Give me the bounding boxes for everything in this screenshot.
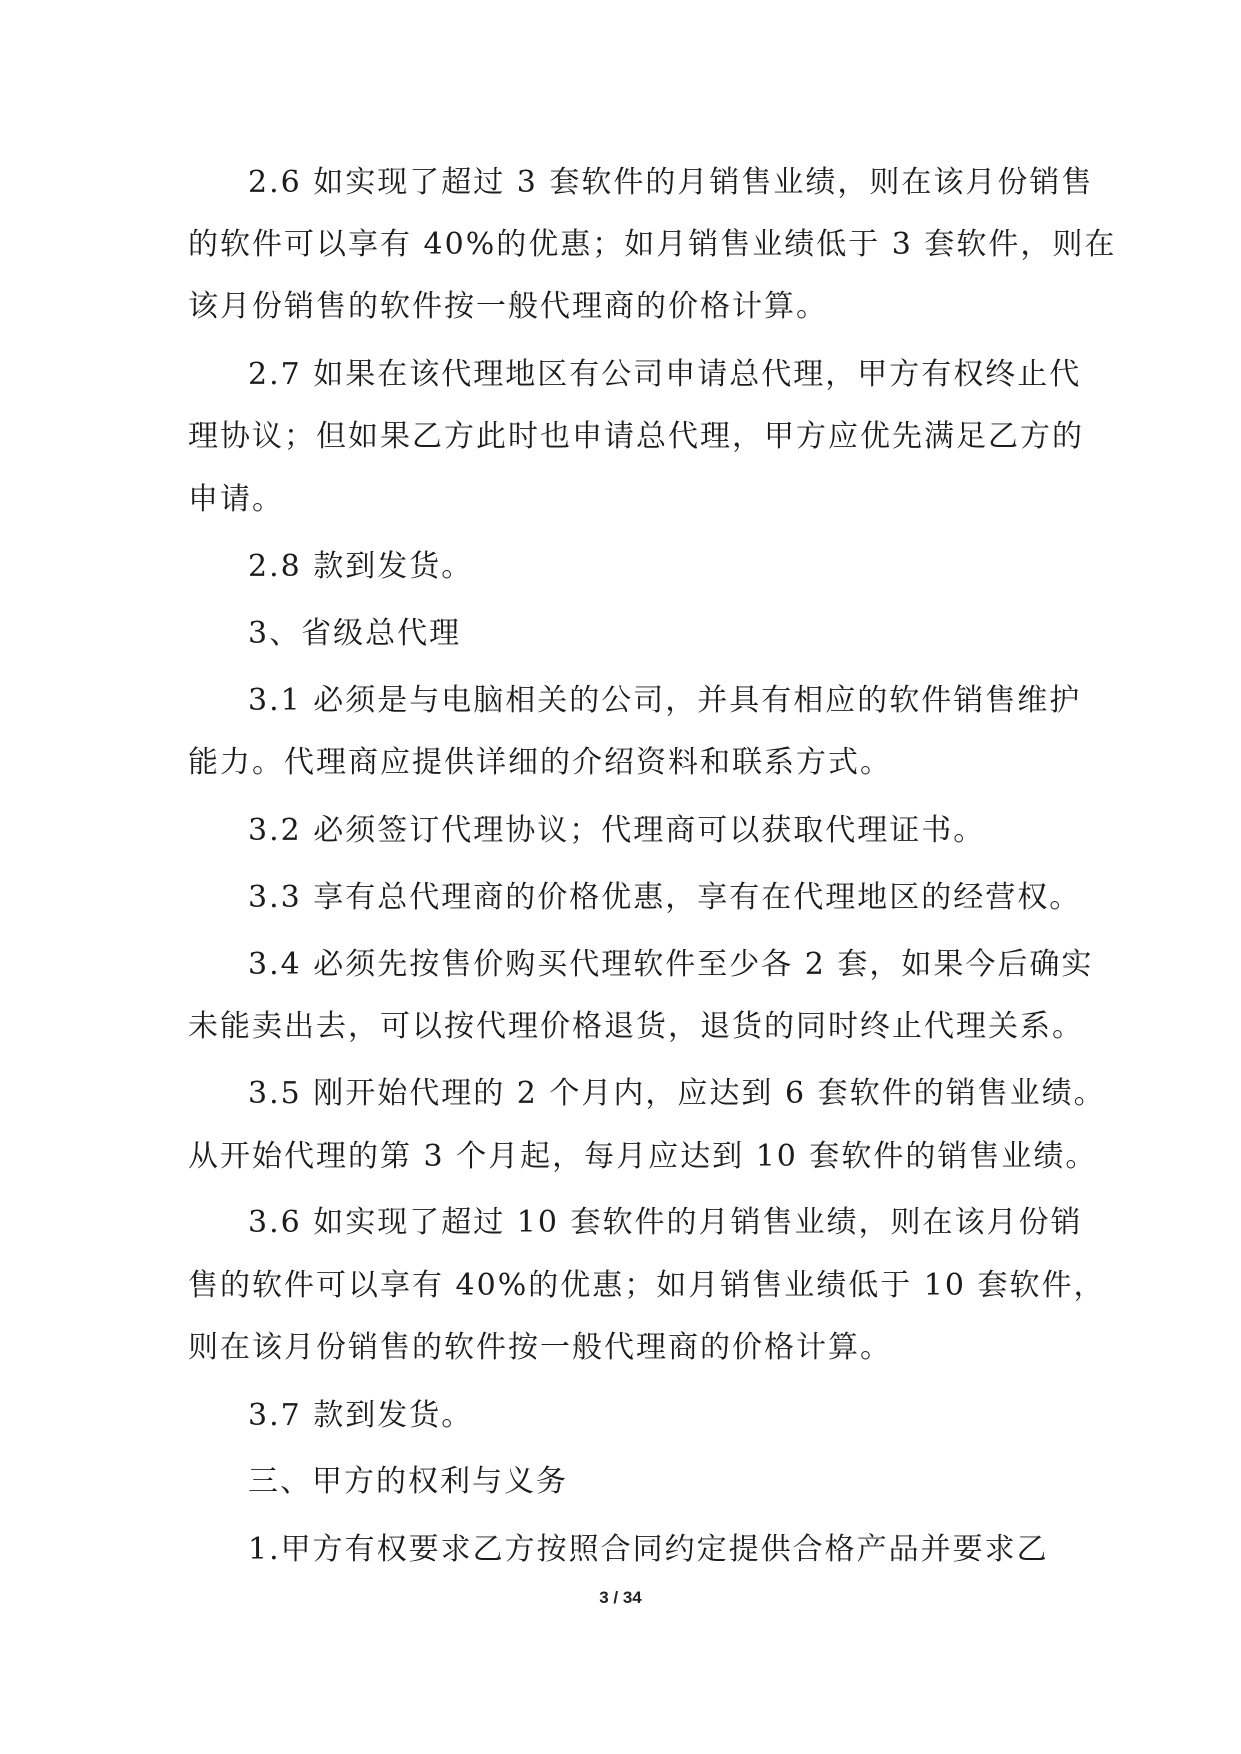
paragraph-line: 申请。 <box>188 482 284 517</box>
paragraph-line: 2.6 如实现了超过 3 套软件的月销售业绩，则在该月份销售 <box>248 165 1094 200</box>
paragraph-line: 则在该月份销售的软件按一般代理商的价格计算。 <box>188 1330 892 1365</box>
paragraph-line: 售的软件可以享有 40%的优惠；如月销售业绩低于 10 套软件， <box>188 1268 1106 1303</box>
paragraph-line: 3.2 必须签订代理协议；代理商可以获取代理证书。 <box>248 813 986 848</box>
paragraph-line: 未能卖出去，可以按代理价格退货，退货的同时终止代理关系。 <box>188 1009 1084 1044</box>
paragraph-line: 1.甲方有权要求乙方按照合同约定提供合格产品并要求乙 <box>248 1532 1049 1567</box>
paragraph-line: 2.8 款到发货。 <box>248 549 474 584</box>
paragraph-line: 3.3 享有总代理商的价格优惠，享有在代理地区的经营权。 <box>248 880 1082 915</box>
paragraph-line: 3.4 必须先按售价购买代理软件至少各 2 套，如果今后确实 <box>248 947 1094 982</box>
paragraph-line: 该月份销售的软件按一般代理商的价格计算。 <box>188 289 828 324</box>
section-heading: 3、省级总代理 <box>248 616 462 651</box>
paragraph-line: 能力。代理商应提供详细的介绍资料和联系方式。 <box>188 745 892 780</box>
paragraph-line: 3.6 如实现了超过 10 套软件的月销售业绩，则在该月份销 <box>248 1205 1083 1240</box>
section-heading: 三、甲方的权利与义务 <box>248 1464 568 1499</box>
paragraph-line: 从开始代理的第 3 个月起，每月应达到 10 套软件的销售业绩。 <box>188 1139 1098 1174</box>
paragraph-line: 3.7 款到发货。 <box>248 1398 474 1433</box>
paragraph-line: 理协议；但如果乙方此时也申请总代理，甲方应优先满足乙方的 <box>188 419 1084 454</box>
paragraph-line: 的软件可以享有 40%的优惠；如月销售业绩低于 3 套软件，则在 <box>188 227 1117 262</box>
paragraph-line: 3.1 必须是与电脑相关的公司，并具有相应的软件销售维护 <box>248 683 1082 718</box>
paragraph-line: 3.5 刚开始代理的 2 个月内，应达到 6 套软件的销售业绩。 <box>248 1076 1106 1111</box>
page-number: 3 / 34 <box>599 1588 642 1607</box>
paragraph-line: 2.7 如果在该代理地区有公司申请总代理，甲方有权终止代 <box>248 357 1082 392</box>
